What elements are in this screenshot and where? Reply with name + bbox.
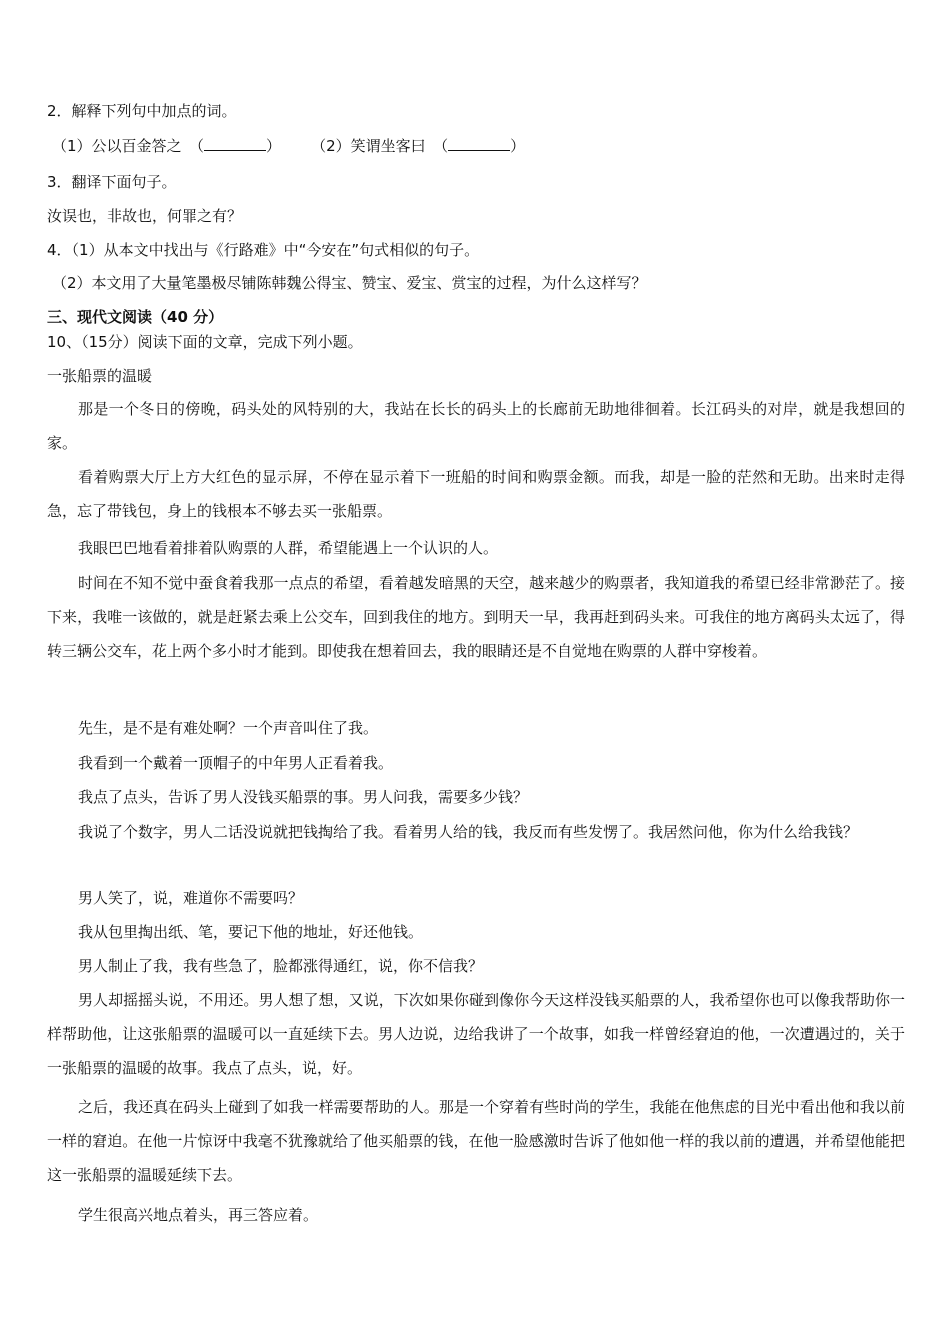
question-10-intro: 10、（15分）阅读下面的文章，完成下列小题。 <box>47 333 363 351</box>
answer-blank-1[interactable] <box>204 136 266 151</box>
article-paragraph: 男人却摇摇头说，不用还。男人想了想，又说，下次如果你碰到像你今天这样没钱买船票的人，我希望你也可以像我帮助你一样帮助他，让这张船票的温暖可以一直延续下去。男人边说，边给我讲了一个故事，如我一样曾经窘迫的他，一次遭遇过的，关于一张船票的温暖的故事。我点了点头，说，好。 <box>47 991 905 1077</box>
article-paragraph: 看着购票大厅上方大红色的显示屏，不停在显示着下一班船的时间和购票金额。而我，却是一脸的茫然和无助。出来时走得急，忘了带钱包，身上的钱根本不够去买一张船票。 <box>47 468 905 520</box>
question-2-item-2: （2）笑谓坐客曰 （ <box>311 137 449 155</box>
article-paragraph: 学生很高兴地点着头，再三答应着。 <box>78 1206 319 1224</box>
article-paragraph: 我眼巴巴地看着排着队购票的人群，希望能遇上一个认识的人。 <box>78 539 499 557</box>
question-4-part-2: （2）本文用了大量笔墨极尽铺陈韩魏公得宝、赞宝、爱宝、赏宝的过程，为什么这样写？ <box>52 274 647 292</box>
question-3-sentence: 汝误也，非故也，何罪之有？ <box>47 207 243 225</box>
question-4-part-1: 4．（1）从本文中找出与《行路难》中“今安在”句式相似的句子。 <box>47 241 480 259</box>
question-2-item-1: （1）公以百金答之 （ <box>52 137 205 155</box>
article-paragraph: 男人制止了我，我有些急了，脸都涨得通红，说，你不信我？ <box>78 957 484 975</box>
article-paragraph: 我点了点头，告诉了男人没钱买船票的事。男人问我，需要多少钱？ <box>78 788 529 806</box>
article-paragraph: 时间在不知不觉中蚕食着我那一点点的希望，看着越发暗黑的天空，越来越少的购票者，我知道我的希望已经非常渺茫了。接下来，我唯一该做的，就是赶紧去乘上公交车，回到我住的地方。到明天一早，我再赶到码头来。可我住的地方离码头太远了，得转三辆公交车，花上两个多小时才能到。即使我在想着回去，我的眼睛还是不自觉地在购票的人群中穿梭着。 <box>47 574 905 660</box>
question-2-item-1-close: ） <box>266 137 282 155</box>
article-paragraph: 那是一个冬日的傍晚，码头处的风特别的大，我站在长长的码头上的长廊前无助地徘徊着。长江码头的对岸，就是我想回的家。 <box>47 400 905 452</box>
question-2-items <box>52 136 525 156</box>
article-paragraph: 我看到一个戴着一顶帽子的中年男人正看着我。 <box>78 754 394 772</box>
question-2-item-2-close: ） <box>510 137 526 155</box>
article-paragraph: 先生，是不是有难处啊？一个声音叫住了我。 <box>78 719 379 737</box>
answer-blank-2[interactable] <box>448 136 510 151</box>
question-3-title: 3．翻译下面句子。 <box>47 173 177 191</box>
question-2-title: 2．解释下列句中加点的词。 <box>47 102 237 120</box>
article-paragraph: 我从包里掏出纸、笔，要记下他的地址，好还他钱。 <box>78 923 424 941</box>
article-title: 一张船票的温暖 <box>47 367 153 385</box>
section-3-heading: 三、现代文阅读（40 分） <box>47 308 224 326</box>
article-paragraph: 男人笑了，说，难道你不需要吗？ <box>78 889 304 907</box>
article-paragraph: 我说了个数字，男人二话没说就把钱掏给了我。看着男人给的钱，我反而有些发愣了。我居然问他，你为什么给我钱？ <box>78 823 859 841</box>
article-paragraph: 之后，我还真在码头上碰到了如我一样需要帮助的人。那是一个穿着有些时尚的学生，我能在他焦虑的目光中看出他和我以前一样的窘迫。在他一片惊讶中我毫不犹豫就给了他买船票的钱，在他一脸感激时告诉了他如他一样的我以前的遭遇，并希望他能把这一张船票的温暖延续下去。 <box>47 1098 905 1184</box>
